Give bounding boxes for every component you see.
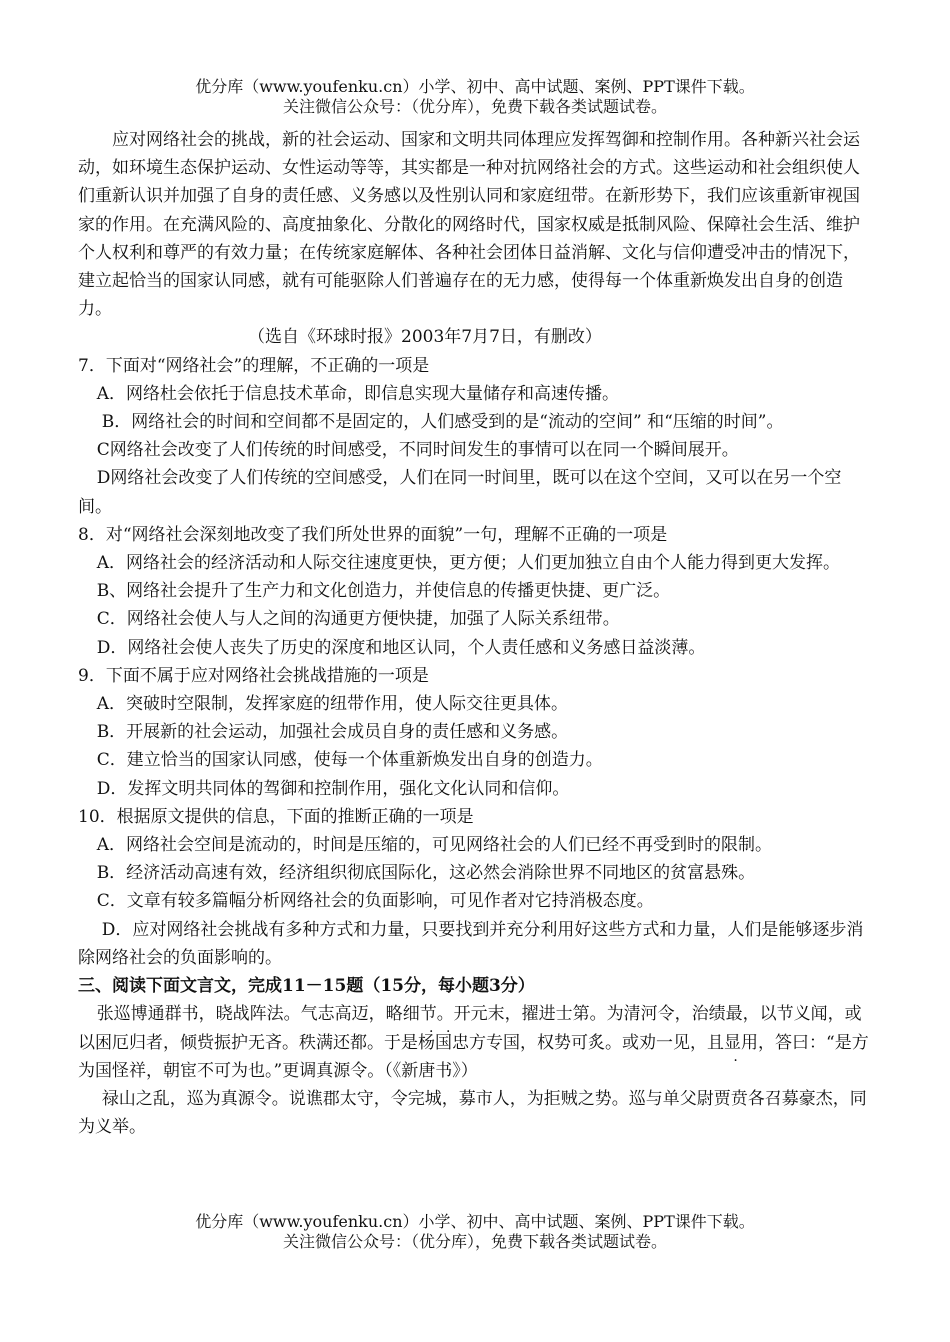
question-10-option-d: D．应对网络社会挑战有多种方式和力量，只要找到并充分利用好这些方式和力量，人们是能够逐步消除网络社会的负面影响的。 [78,919,864,968]
question-10-option-b: B．经济活动高速有效，经济组织彻底国际化，这必然会消除世界不同地区的贫富悬殊。 [96,863,756,884]
question-7-option-c: C网络社会改变了人们传统的时间感受，不同时间发生的事情可以在同一个瞬间展开。 [96,440,739,461]
classical-text-part-3: 显用，答曰：“是方为国怪祥，朝宦不可为也。”更调真源令。（《新唐书》） [78,1032,869,1081]
footer-line-1: 优分库（www.youfenku.cn）小学、初中、高中试题、案例、PPT课件下载。 [195,1212,755,1231]
question-10-stem: 10．根据原文提供的信息，下面的推断正确的一项是 [78,806,474,827]
question-9-option-b: B．开展新的社会运动，加强社会成员自身的责任感和义务感。 [96,722,569,743]
passage-paragraph: 应对网络社会的挑战，新的社会运动、国家和文明共同体理应发挥驾御和控制作用。各种新兴社会运动，如环境生态保护运动、女性运动等等，其实都是一种对抗网络社会的方式。这些运动和社会组织使人们重新认识并加强了自身的责任感、义务感以及性别认同和家庭纽带。在新形势下，我们应该重新审视国家的作用。在充满风险的、高度抽象化、分散化的网络时代，国家权威是抵制风险、保障社会生活、维护个人权利和尊严的有效力量；在传统家庭解体、各种社会团体日益消解、文化与信仰遭受冲击的情况下，建立起恰当的国家认同感，就有可能驱除人们普遍存在的无力感，使得每一个体重新焕发出自身的创造力。 [78,130,860,320]
question-10-option-c: C．文章有较多篇幅分析网络社会的负面影响，可见作者对它持消极态度。 [96,891,654,912]
classical-text-part-2: 。开元末，擢进士第。为清河令，治绩最，以节义闻，或以困厄归者，倾赀振护无吝。秩满还都。于是杨国忠方专国，权势可炙。或劝一见， [78,1004,862,1053]
header-line-2: 关注微信公众号：（优分库），免费下载各类试题试卷。 [282,97,667,116]
passage-source: （选自《环球时报》2003年7月7日，有删改） [248,327,602,348]
question-9-option-d: D．发挥文明共同体的驾御和控制作用，强化文化认同和信仰。 [96,778,570,799]
header-line-1: 优分库（www.youfenku.cn）小学、初中、高中试题、案例、PPT课件下载。 [195,77,755,96]
question-8-option-d: D．网络社会使人丧失了历史的深度和地区认同，个人责任感和义务感日益淡薄。 [96,637,706,658]
dotted-char-xi: 细 · [403,1004,420,1024]
question-7-option-d: D网络社会改变了人们传统的空间感受，人们在同一时间里，既可以在这个空间，又可以在另一个空间。 [78,468,842,517]
classical-text-paragraph-1 [78,1000,874,1085]
question-9-option-a: A．突破时空限制，发挥家庭的纽带作用，使人际交往更具体。 [96,694,568,715]
classical-text-part-1: 张巡博通群书，晓战阵法。气志高迈，略 [96,1004,403,1025]
question-7-option-b: B．网络社会的时间和空间都不是固定的，人们感受到的是“流动的空间” 和“压缩的时间”。 [101,412,784,433]
question-8-option-a: A．网络社会的经济活动和人际交往速度更快，更方便；人们更加独立自由个人能力得到更大发挥。 [96,553,840,574]
question-8-option-c: C．网络社会使人与人之间的沟通更方便快捷，加强了人际关系纽带。 [96,609,620,630]
page-header [0,77,950,117]
question-7-option-a: A．网络杜会依托于信息技术革命，即信息实现大量储存和高速传播。 [96,383,619,404]
dotted-char-qie: 且 · [707,1033,724,1053]
question-9-option-c: C．建立恰当的国家认同感，使每一个体重新焕发出自身的创造力。 [96,750,603,771]
question-7-stem: 7．下面对“网络社会”的理解，不正确的一项是 [78,355,430,376]
page-footer [0,1212,950,1252]
section-3-title: 三、阅读下面文言文，完成11－15题（15分，每小题3分） [78,976,535,997]
classical-text-paragraph-2: 禄山之乱，巡为真源令。说谯郡太守，令完城，募市人，为拒贼之势。巡与单父尉贾贲各召募豪杰，同为义举。 [78,1088,867,1138]
footer-line-2: 关注微信公众号：（优分库），免费下载各类试题试卷。 [282,1232,667,1251]
question-8-option-b: B、网络社会提升了生产力和文化创造力，并使信息的传播更快捷、更广泛。 [96,581,671,602]
question-8-stem: 8．对“网络社会深刻地改变了我们所处世界的面貌”一句，理解不正确的一项是 [78,524,668,545]
document-body [78,126,874,1141]
dotted-char-jie: 节 · [420,1004,437,1024]
question-10-option-a: A．网络社会空间是流动的，时间是压缩的，可见网络社会的人们已经不再受到时的限制。 [96,835,772,856]
question-9-stem: 9．下面不属于应对网络社会挑战措施的一项是 [78,665,429,686]
